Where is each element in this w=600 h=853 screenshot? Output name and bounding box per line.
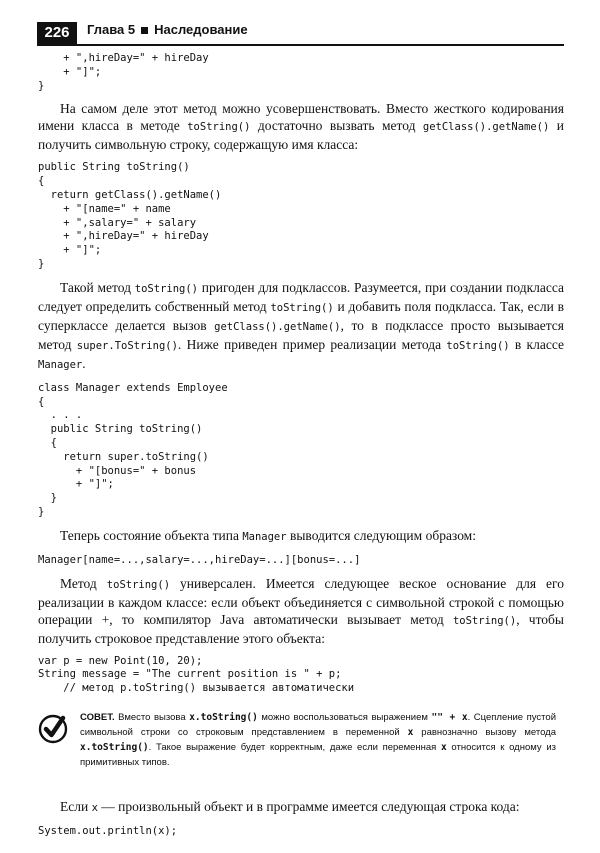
code-block-3: class Manager extends Employee { . . . public String toString() { return super.toString() + "[bonus=" + bonus + "]"; } }	[38, 381, 228, 518]
page-body	[38, 52, 564, 839]
code-block-6: System.out.println(x);	[38, 824, 178, 837]
paragraph-1: На самом деле этот метод можно усовершенствовать. Вместо жесткого кодирования имени класса в методе toString() достаточно вызвать метод getClass().getName() и получить символьную строку, содержащую имя класса:	[38, 101, 564, 153]
section-title: Наследование	[154, 22, 248, 37]
checkmark-icon	[38, 714, 68, 744]
page-number: 226	[37, 22, 77, 44]
tip-label: СОВЕТ.	[80, 711, 115, 723]
paragraph-3: Теперь состояние объекта типа Manager выводится следующим образом:	[60, 527, 476, 543]
code-block-1: + ",hireDay=" + hireDay + "]"; }	[38, 52, 209, 92]
tip-box	[38, 710, 564, 782]
running-title	[87, 22, 248, 44]
square-bullet-icon	[141, 27, 148, 34]
code-block-4: Manager[name=...,salary=...,hireDay=...][bonus=...]	[38, 553, 361, 566]
paragraph-4: Метод toString() универсален. Имеется следующее веское основание для его реализации в каждом классе: если объект объединяется с символьной строкой с помощью операции +, то компилятор Java автоматически вызывает метод toString(), чтобы получить строковое представление этого объекта:	[38, 575, 564, 646]
tip-text: СОВЕТ. Вместо вызова x.toString() можно воспользоваться выражением "" + x. Сцепление пустой символьной строки со строковым представлением в переменной x равнозначно вызову метода x.toString(). Такое выражение будет корректным, даже если переменная x относится к одному из примитивных типов.	[80, 711, 557, 768]
paragraph-2: Такой метод toString() пригоден для подклассов. Разумеется, при создании подкласса следует определить собственный метод toString() и добавить поля подкласса. Так, если в суперклассе делается вызов getClass().getName(), то в подклассе просто вызывается метод super.ToString(). Ниже приведен пример реализации метода toString() в классе Manager.	[38, 279, 565, 371]
paragraph-5: Если x — произвольный объект и в программе имеется следующая строка кода:	[60, 798, 520, 814]
code-block-2: public String toString() { return getClass().getName() + "[name=" + name + ",salary=" + salary + ",hireDay=" + hireDay + "]"; }	[38, 161, 222, 270]
code-block-5: var p = new Point(10, 20); String message = "The current position is " + p; // метод p.toString() вызывается автоматически	[38, 654, 355, 695]
chapter-title: Глава 5	[87, 22, 136, 37]
page-header	[37, 22, 564, 46]
